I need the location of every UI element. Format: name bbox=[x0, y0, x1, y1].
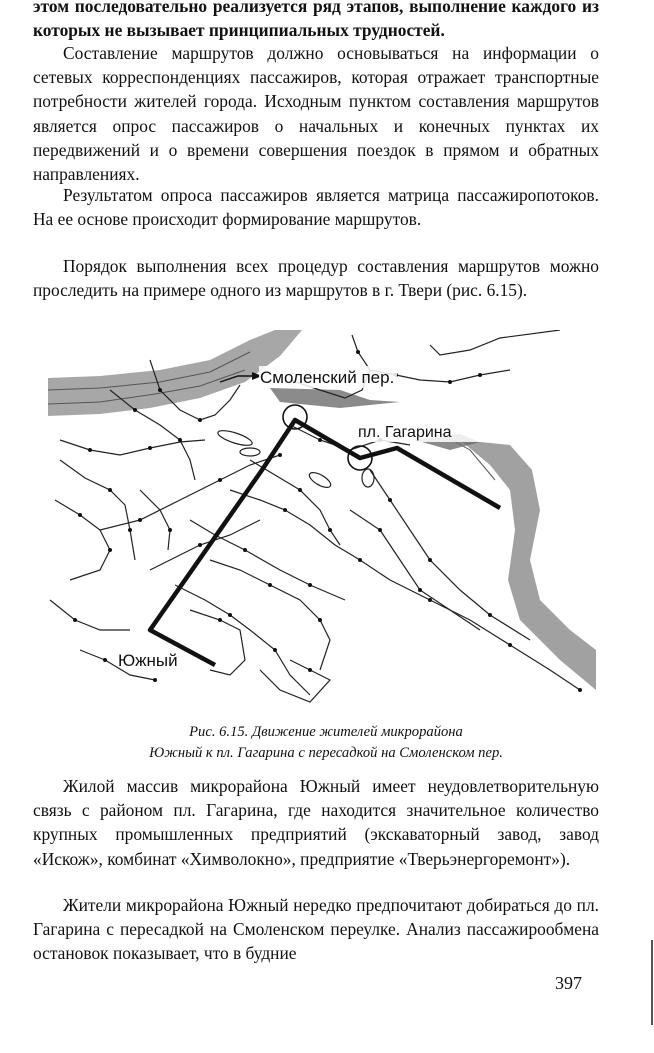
transfer-stop-smolensky bbox=[283, 405, 307, 429]
label-yuzhny: Южный bbox=[118, 651, 178, 670]
main-route-line bbox=[150, 420, 500, 665]
page-number: 397 bbox=[555, 973, 582, 993]
river-right bbox=[460, 440, 596, 690]
paragraph-transfer: Жители микрорайона Южный нередко предпочитают добираться до пл. Гагарина с пересадкой на Смоленском переулке. Анализ пассажирообмена остановок показывает, что в будние bbox=[33, 895, 599, 964]
paragraph-continuation: этом последовательно реализуется ряд этапов, выполнение каждого из которых не вызывает принципиальных трудностей. bbox=[33, 0, 599, 41]
figure-caption-line1: Рис. 6.15. Движение жителей микрорайона bbox=[189, 724, 463, 740]
label-gagarina: пл. Гагарина bbox=[358, 424, 452, 441]
paragraph-yuzhny: Жилой массив микрорайона Южный имеет неудовлетворительную связь с районом пл. Гагарина, где находится значительное количество крупных промышленных предприятий (экскаваторный завод, завод «Искож», комбинат «Химволокно», предприятие «Тверьэнергоремонт»). bbox=[33, 776, 599, 869]
label-smolensky: Смоленский пер. bbox=[260, 368, 395, 387]
margin-rule bbox=[651, 940, 653, 1025]
paragraph-procedure: Порядок выполнения всех процедур составления маршрутов можно проследить на примере одного из маршрутов в г. Твери (рис. 6.15). bbox=[33, 256, 599, 301]
paragraph-survey-result: Результатом опроса пассажиров является матрица пассажиропотоков. На ее основе происходит формирование маршрутов. bbox=[33, 185, 599, 230]
paragraph-route-planning: Составление маршрутов должно основываться на информации о сетевых корреспонденциях пассажиров, которая отражает транспортные потребности жителей города. Исходным пунктом составления маршрутов является опрос пассажиров о начальных и конечных пунктах их передвижений и о времени совершения поездок в прямом и обратных направлениях. bbox=[33, 43, 599, 185]
figure-caption-line2: Южный к пл. Гагарина с пересадкой на Смоленском пер. bbox=[149, 745, 503, 761]
route-map-figure bbox=[40, 330, 600, 720]
